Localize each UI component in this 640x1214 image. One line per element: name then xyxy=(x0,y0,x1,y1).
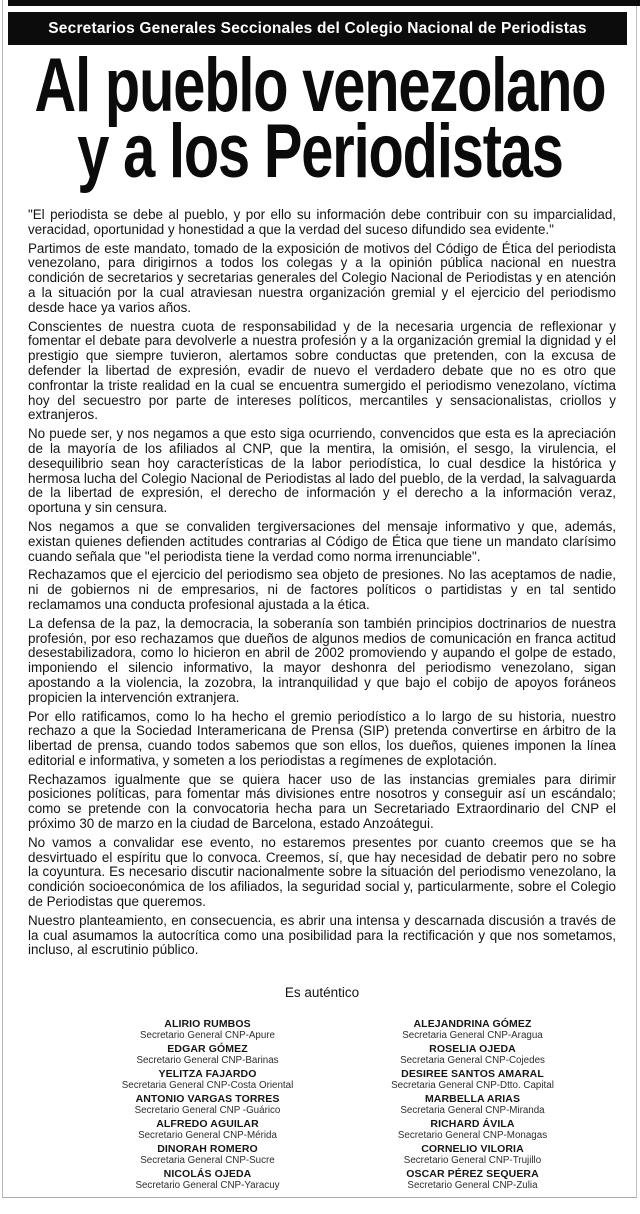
paragraph: Rechazamos igualmente que se quiera hacer uso de las instancias gremiales para dirimir posiciones políticas, para fomentar más divisiones entre nosotros y conseguir así un escándalo; como se pretende con la convocatoria hecha para un Secretariado Extraordinario del CNP el próximo 30 de marzo en la ciudad de Barcelona, estado Anzoátegui. xyxy=(28,771,616,832)
signature xyxy=(355,1119,590,1141)
signature xyxy=(90,1169,325,1191)
signature xyxy=(90,1019,325,1041)
paragraph: La defensa de la paz, la democracia, la soberanía son también principios doctrinarios de nuestra profesión, por eso rechazamos que dueños de algunos medios de comunicación en franca actitud desestabilizadora, como lo hicieron en abril de 2002 promoviendo y aupando el golpe de estado, imponiendo el silencio informativo, la mayor deshonra del periodismo venezolano, sigan apostando a la violencia, la zozobra, la intranquilidad y que bajo el cobijo de apoyos foráneos propicien la intervención extranjera. xyxy=(28,615,616,705)
paragraph: Nuestro planteamiento, en consecuencia, es abrir una intensa y descarnada discusión a través de la cual asumamos la autocrítica como una posibilidad para la rectificación y que nos sometamos, incluso, al escrutinio público. xyxy=(28,912,616,958)
signature-list xyxy=(90,1019,590,1194)
signature-column-left xyxy=(90,1019,325,1194)
signer-title: Secretaria General CNP-Cojedes xyxy=(400,1055,545,1066)
signer-name: DESIREE SANTOS AMARAL xyxy=(401,1068,544,1080)
signer-name: ALFREDO AGUILAR xyxy=(156,1118,259,1130)
signature xyxy=(355,1019,590,1041)
paragraph: Por ello ratificamos, como lo ha hecho el gremio periodístico a lo largo de su historia, nuestro rechazo a que la Sociedad Interamericana de Prensa (SIP) pretenda convertirse en árbitro de la libertad de prensa, cuando todos sabemos que son ellos, los dueños, quienes imponen la línea editorial e informativa, y someten a los periodistas a regímenes de explotación. xyxy=(28,708,616,768)
signature-column-right xyxy=(355,1019,590,1194)
kicker-bar xyxy=(8,12,627,45)
signature xyxy=(90,1069,325,1091)
paragraph: Nos negamos a que se convaliden tergiversaciones del mensaje informativo y que, además, existan quienes defienden actitudes contrarias al Código de Ética que tiene un mandato clarísimo cuando señala que "el periodista tiene la verdad como norma irrenunciable". xyxy=(28,518,616,564)
body-text xyxy=(28,208,616,962)
signer-name: ALIRIO RUMBOS xyxy=(164,1018,251,1030)
signer-name: OSCAR PÉREZ SEQUERA xyxy=(406,1168,539,1180)
signer-title: Secretario General CNP-Trujillo xyxy=(403,1155,542,1166)
paragraph: No vamos a convalidar ese evento, no estaremos presentes por cuanto creemos que se ha desvirtuado el espíritu que lo convoca. Creemos, sí, que hay necesidad de debatir pero no sobre la coyuntura. Es necesario discutir nacionalmente sobre la situación del periodismo venezolano, la condición socioeconómica de los afiliados, la seguridad social y, particularmente, sobre el Colegio de Periodistas que queremos. xyxy=(28,834,616,910)
signer-title: Secretario General CNP -Guárico xyxy=(134,1105,281,1116)
paragraph: Rechazamos que el ejercicio del periodismo sea objeto de presiones. No las aceptamos de nadie, ni de gobiernos ni de empresarios, ni de factores políticos o partidistas y en tal sentido reclamamos una conducta profesional ajustada a la ética. xyxy=(28,567,616,612)
signature xyxy=(90,1119,325,1141)
signer-name: ROSELIA OJEDA xyxy=(429,1043,516,1055)
signature xyxy=(355,1094,590,1116)
headline xyxy=(16,43,624,194)
paragraph: Partimos de este mandato, tomado de la exposición de motivos del Código de Ética del periodista venezolano, para dirigirnos a todos los colegas y a la opinión pública nacional en nuestra condición de secretarios y secretarias generales del Colegio Nacional de Periodistas y en atención a la situación por la cual atraviesan nuestra organización gremial y el ejercicio del periodismo desde hace ya varios años. xyxy=(28,240,616,315)
signer-title: Secretaria General CNP-Sucre xyxy=(140,1155,275,1166)
signature xyxy=(90,1144,325,1166)
signer-title: Secretaria General CNP-Miranda xyxy=(400,1105,545,1116)
signer-title: Secretaria General CNP-Aragua xyxy=(402,1030,543,1041)
authentic-label: Es auténtico xyxy=(284,985,360,1000)
signature xyxy=(355,1069,590,1091)
headline-line1: Al pueblo venezolano xyxy=(34,43,606,128)
signer-name: EDGAR GÓMEZ xyxy=(167,1043,248,1055)
signature xyxy=(355,1044,590,1066)
signature xyxy=(355,1144,590,1166)
top-black-strip xyxy=(8,0,640,6)
signer-name: ANTONIO VARGAS TORRES xyxy=(135,1093,280,1105)
kicker-text: Secretarios Generales Seccionales del Colegio Nacional de Periodistas xyxy=(48,19,587,37)
signer-name: NICOLÁS OJEDA xyxy=(163,1168,252,1180)
signer-name: RICHARD ÁVILA xyxy=(430,1118,515,1130)
signer-title: Secretaria General CNP-Costa Oriental xyxy=(121,1080,294,1091)
signer-name: ALEJANDRINA GÓMEZ xyxy=(413,1018,532,1030)
signer-title: Secretaria General CNP-Dtto. Capital xyxy=(391,1080,554,1091)
signer-name: CORNELIO VILORIA xyxy=(421,1143,524,1155)
signer-title: Secretario General CNP-Zulia xyxy=(407,1180,538,1191)
signature xyxy=(355,1169,590,1191)
signer-title: Secretario General CNP-Apure xyxy=(139,1030,276,1041)
signature xyxy=(90,1094,325,1116)
paragraph: Conscientes de nuestra cuota de responsabilidad y de la necesaria urgencia de reflexionar y fomentar el debate para devolverle a nuestra profesión y a la organización gremial la dignidad y el prestigio que siempre tuvieron, alertamos sobre conductas que pretenden, con la excusa de defender la libertad de expresión, evadir de nuevo el verdadero debate que no es otro que confrontar la triste realidad en la cual se encuentra sumergido el periodismo venezolano, víctima hoy del secuestro por parte de intereses políticos, mercantiles y sensacionalistas, criollos y extranjeros. xyxy=(28,318,616,423)
signer-title: Secretario General CNP-Barinas xyxy=(136,1055,279,1066)
signer-title: Secretario General CNP-Mérida xyxy=(138,1130,277,1141)
paragraph: No puede ser, y nos negamos a que esto siga ocurriendo, convencidos que esta es la apreciación de la mayoría de los afiliados al CNP, que la mentira, la omisión, el sesgo, la virulencia, el desequilibrio sean hoy características de la labor periodística, lo cual desdice la histórica y hermosa lucha del Colegio Nacional de Periodistas al lado del pueblo, de la verdad, la salvaguarda de la libertad de expresión, el derecho de información y el derecho a la información veraz, oportuna y sin censura. xyxy=(28,426,616,516)
signer-title: Secretario General CNP-Yaracuy xyxy=(135,1180,280,1191)
paragraph-quote: "El periodista se debe al pueblo, y por ello su información debe contribuir con su imparcialidad, veracidad, oportunidad y honestidad a que la verdad del suceso difundido sea evidente." xyxy=(28,207,616,237)
headline-line2: y a los Periodistas xyxy=(77,109,563,194)
signer-title: Secretario General CNP-Monagas xyxy=(397,1130,548,1141)
signer-name: DINORAH ROMERO xyxy=(157,1143,258,1155)
signer-name: MARBELLA ARIAS xyxy=(424,1093,521,1105)
signer-name: YELITZA FAJARDO xyxy=(158,1068,257,1080)
signature xyxy=(90,1044,325,1066)
